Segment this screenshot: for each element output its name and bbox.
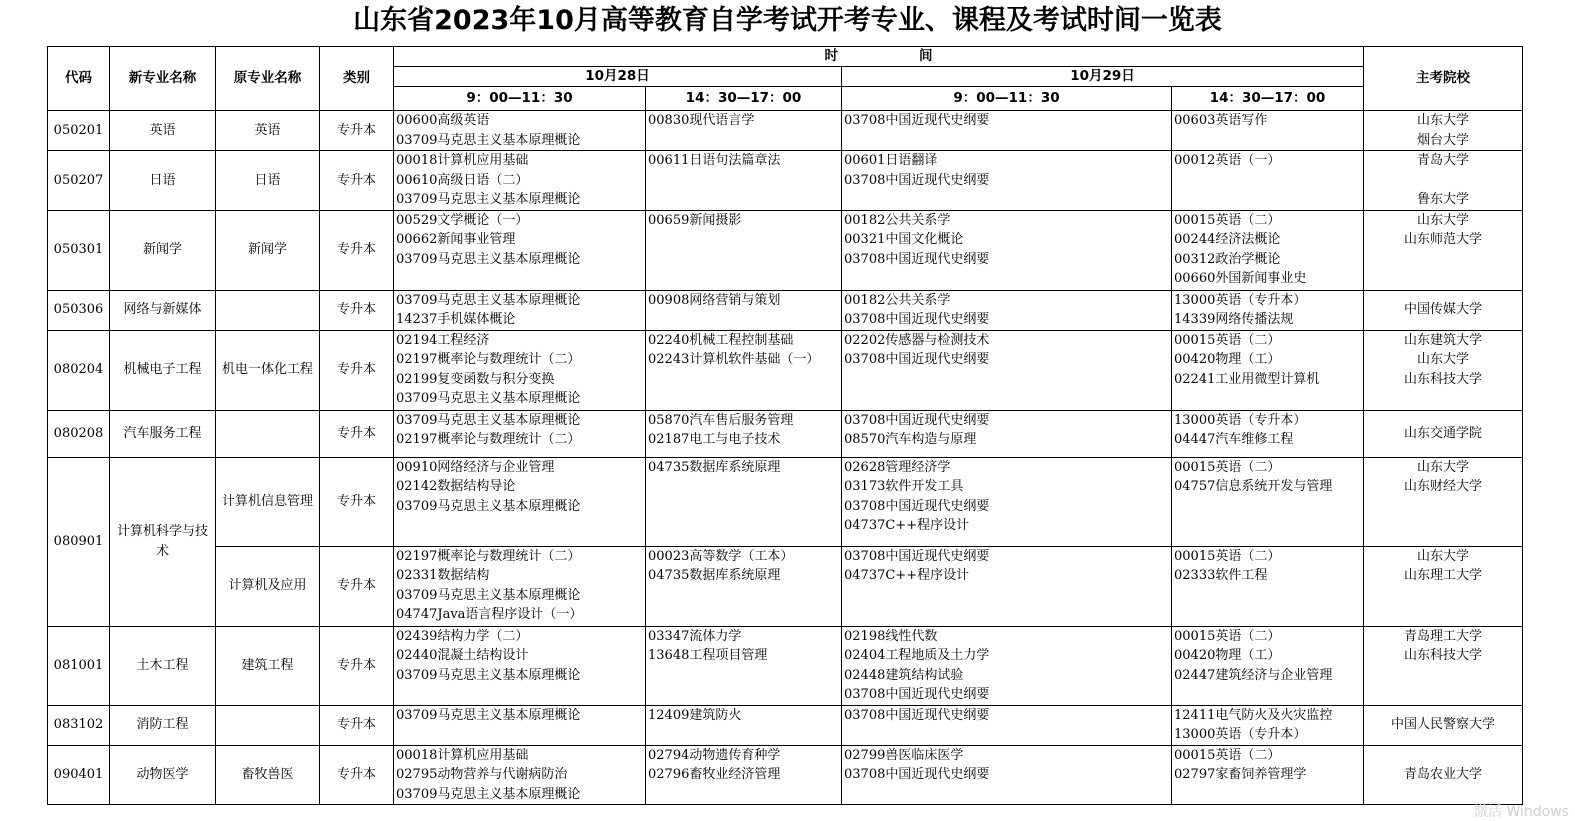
course-cell-d2am [842, 546, 1172, 626]
course-cell-d1am [394, 626, 646, 705]
course-item: 00600高级英语 [396, 113, 490, 128]
old-major-name: 日语 [216, 151, 320, 211]
course-item: 00023高等数学（工本） [648, 548, 794, 564]
category: 专升本 [320, 111, 394, 151]
course-item: 03708中国近现代史纲要 [844, 687, 990, 702]
header-day1: 10月28日 [394, 67, 842, 87]
course-item: 03708中国近现代史纲要 [844, 498, 990, 514]
course-item: 12411电气防火及火灾监控 [1174, 707, 1333, 723]
course-item: 00312政治学概论 [1174, 251, 1281, 267]
course-item: 02199复变函数与积分变换 [396, 371, 555, 387]
course-item: 02198线性代数 [844, 628, 938, 644]
major-code: 080204 [48, 330, 110, 410]
category: 专升本 [320, 330, 394, 410]
course-item: 04737C++程序设计 [844, 568, 970, 583]
course-item: 02142数据结构导论 [396, 479, 516, 494]
course-cell-d2am [842, 626, 1172, 705]
course-item: 03173软件开发工具 [844, 479, 964, 494]
table-row [48, 457, 1523, 546]
course-item: 00908网络营销与策划 [648, 292, 781, 308]
major-code: 081001 [48, 626, 110, 705]
course-item: 00610高级日语（二） [396, 172, 529, 188]
course-item: 03708中国近现代史纲要 [844, 352, 990, 367]
course-item: 00015英语（二） [1174, 747, 1281, 763]
new-major-name: 土木工程 [110, 626, 216, 705]
old-major-name: 机电一体化工程 [216, 330, 320, 410]
course-item: 04747Java语言程序设计（一） [396, 607, 583, 622]
course-cell-d1pm [646, 745, 842, 805]
course-item: 02794动物遗传育种学 [648, 747, 781, 763]
course-item: 14237手机媒体概论 [396, 312, 516, 327]
course-item: 00603英语写作 [1174, 113, 1268, 128]
course-cell-d1pm [646, 111, 842, 151]
table-row [48, 290, 1523, 330]
course-item: 03709马克思主义基本原理概论 [396, 132, 581, 148]
host-school: 青岛理工大学 [1403, 628, 1482, 644]
course-cell-d1pm [646, 705, 842, 745]
category: 专升本 [320, 290, 394, 330]
course-cell-d1pm [646, 546, 842, 626]
course-item: 03709马克思主义基本原理概论 [396, 251, 581, 267]
course-item: 13000英语（专升本） [1174, 292, 1307, 308]
course-cell-d2pm [1172, 626, 1364, 705]
header-day1-am: 9：00—11：30 [394, 87, 646, 111]
course-item: 00662新闻事业管理 [396, 232, 516, 247]
course-item: 00910网络经济与企业管理 [396, 459, 555, 475]
course-item: 02197概率论与数理统计（二） [396, 352, 581, 367]
host-school-cell [1364, 151, 1523, 211]
course-cell-d1pm [646, 151, 842, 211]
course-item: 04737C++程序设计 [844, 518, 970, 533]
course-cell-d2am [842, 705, 1172, 745]
course-item: 03709马克思主义基本原理概论 [396, 707, 581, 723]
course-item: 03709马克思主义基本原理概论 [396, 192, 581, 207]
host-school [1366, 171, 1520, 191]
new-major-name: 动物医学 [110, 745, 216, 805]
course-item: 00244经济法概论 [1174, 232, 1281, 247]
host-school: 青岛农业大学 [1403, 767, 1482, 782]
host-school-cell [1364, 290, 1523, 330]
course-item: 02197概率论与数理统计（二） [396, 548, 581, 564]
header-day2-pm: 14：30—17：00 [1172, 87, 1364, 111]
course-item: 12409建筑防火 [648, 707, 742, 723]
course-item: 03709马克思主义基本原理概论 [396, 412, 581, 428]
course-item: 00015英语（二） [1174, 628, 1281, 644]
course-item: 03708中国近现代史纲要 [844, 172, 990, 188]
course-item: 00182公共关系学 [844, 292, 951, 308]
category: 专升本 [320, 410, 394, 457]
course-cell-d1am [394, 546, 646, 626]
course-item: 08570汽车构造与原理 [844, 432, 977, 447]
category: 专升本 [320, 457, 394, 546]
course-cell-d2pm [1172, 330, 1364, 410]
course-item: 00015英语（二） [1174, 332, 1281, 348]
course-item: 02333软件工程 [1174, 568, 1268, 583]
course-item: 02241工业用微型计算机 [1174, 371, 1320, 387]
host-school: 山东财经大学 [1403, 479, 1482, 494]
course-item: 00830现代语言学 [648, 113, 755, 128]
category: 专升本 [320, 626, 394, 705]
course-cell-d2am [842, 111, 1172, 151]
table-row [48, 330, 1523, 410]
table-row [48, 745, 1523, 805]
host-school: 山东大学 [1416, 212, 1469, 228]
course-item: 03709马克思主义基本原理概论 [396, 667, 581, 683]
course-cell-d1am [394, 457, 646, 546]
host-school: 山东大学 [1416, 548, 1469, 564]
course-item: 02404工程地质及土力学 [844, 648, 990, 663]
host-school-cell [1364, 546, 1523, 626]
category: 专升本 [320, 151, 394, 211]
course-cell-d1pm [646, 210, 842, 290]
course-item: 04735数据库系统原理 [648, 459, 781, 475]
major-code: 090401 [48, 745, 110, 805]
new-major-name: 网络与新媒体 [110, 290, 216, 330]
course-cell-d2pm [1172, 151, 1364, 211]
course-cell-d2am [842, 457, 1172, 546]
host-school-cell [1364, 111, 1523, 151]
course-cell-d2pm [1172, 745, 1364, 805]
table-row [48, 151, 1523, 211]
course-item: 03708中国近现代史纲要 [844, 548, 990, 564]
course-item: 00182公共关系学 [844, 212, 951, 228]
header-day2-am: 9：00—11：30 [842, 87, 1172, 111]
course-item: 02197概率论与数理统计（二） [396, 432, 581, 447]
table-row [48, 210, 1523, 290]
course-item: 03708中国近现代史纲要 [844, 412, 990, 428]
new-major-name: 日语 [110, 151, 216, 211]
course-item: 02799兽医临床医学 [844, 747, 964, 763]
course-item: 03708中国近现代史纲要 [844, 767, 990, 782]
host-school: 中国传媒大学 [1403, 302, 1482, 318]
course-cell-d2am [842, 210, 1172, 290]
header-old-major: 原专业名称 [216, 47, 320, 111]
table-row [48, 111, 1523, 151]
host-school-cell [1364, 705, 1523, 745]
host-school-cell [1364, 330, 1523, 410]
course-item: 03709马克思主义基本原理概论 [396, 786, 581, 802]
course-item: 03708中国近现代史纲要 [844, 113, 990, 128]
course-item: 02439结构力学（二） [396, 628, 529, 644]
new-major-name: 英语 [110, 111, 216, 151]
header-new-major: 新专业名称 [110, 47, 216, 111]
activation-watermark: 激活 Windows [1474, 804, 1569, 820]
host-school: 中国人民警察大学 [1390, 717, 1495, 733]
course-cell-d2am [842, 410, 1172, 457]
host-school: 烟台大学 [1416, 132, 1469, 148]
course-item: 00660外国新闻事业史 [1174, 271, 1307, 286]
table-row [48, 410, 1523, 457]
table-row [48, 546, 1523, 626]
course-cell-d2am [842, 330, 1172, 410]
course-item: 05870汽车售后服务管理 [648, 412, 794, 428]
course-item: 00015英语（二） [1174, 459, 1281, 475]
course-cell-d1am [394, 705, 646, 745]
table-row [48, 626, 1523, 705]
course-cell-d2pm [1172, 705, 1364, 745]
host-school: 山东科技大学 [1403, 648, 1482, 663]
host-school: 山东大学 [1416, 459, 1469, 475]
course-item: 00611日语句法篇章法 [648, 153, 781, 168]
new-major-name: 汽车服务工程 [110, 410, 216, 457]
course-item: 02331数据结构 [396, 568, 490, 583]
new-major-name: 机械电子工程 [110, 330, 216, 410]
new-major-name: 计算机科学与技术 [110, 457, 216, 626]
course-item: 02187电工与电子技术 [648, 432, 781, 447]
host-school: 山东交通学院 [1403, 425, 1482, 441]
course-item: 13000英语（专升本） [1174, 727, 1307, 742]
old-major-name: 新闻学 [216, 210, 320, 290]
major-code: 050306 [48, 290, 110, 330]
course-item: 00012英语（一） [1174, 153, 1281, 168]
course-cell-d2pm [1172, 410, 1364, 457]
host-school-cell [1364, 210, 1523, 290]
old-major-name: 计算机信息管理 [216, 457, 320, 546]
header-day2: 10月29日 [842, 67, 1364, 87]
category: 专升本 [320, 705, 394, 745]
course-item: 02243计算机软件基础（一） [648, 352, 820, 367]
course-item: 02240机械工程控制基础 [648, 332, 794, 348]
major-code: 080901 [48, 457, 110, 626]
course-item: 00420物理（工） [1174, 648, 1281, 663]
course-item: 00015英语（二） [1174, 212, 1281, 228]
category: 专升本 [320, 546, 394, 626]
course-cell-d1pm [646, 626, 842, 705]
course-item: 02202传感器与检测技术 [844, 332, 990, 348]
course-item: 14339网络传播法规 [1174, 312, 1294, 327]
course-cell-d1am [394, 151, 646, 211]
course-item: 04735数据库系统原理 [648, 568, 781, 583]
new-major-name: 新闻学 [110, 210, 216, 290]
course-item: 03347流体力学 [648, 628, 742, 644]
header-code: 代码 [48, 47, 110, 111]
course-cell-d1pm [646, 330, 842, 410]
course-cell-d2pm [1172, 210, 1364, 290]
course-item: 02447建筑经济与企业管理 [1174, 667, 1333, 683]
major-code: 083102 [48, 705, 110, 745]
old-major-name: 计算机及应用 [216, 546, 320, 626]
category: 专升本 [320, 210, 394, 290]
host-school: 山东师范大学 [1403, 232, 1482, 247]
course-item: 03709马克思主义基本原理概论 [396, 391, 581, 406]
course-item: 00420物理（工） [1174, 352, 1281, 367]
course-cell-d1pm [646, 457, 842, 546]
old-major-name [216, 290, 320, 330]
host-school: 山东大学 [1416, 352, 1469, 367]
old-major-name: 建筑工程 [216, 626, 320, 705]
new-major-name: 消防工程 [110, 705, 216, 745]
course-item: 02448建筑结构试验 [844, 667, 964, 683]
course-item: 03708中国近现代史纲要 [844, 312, 990, 327]
old-major-name: 英语 [216, 111, 320, 151]
old-major-name: 畜牧兽医 [216, 745, 320, 805]
old-major-name [216, 705, 320, 745]
host-school-cell [1364, 626, 1523, 705]
course-item: 00015英语（二） [1174, 548, 1281, 564]
major-code: 050207 [48, 151, 110, 211]
course-cell-d2pm [1172, 457, 1364, 546]
course-item: 00018计算机应用基础 [396, 153, 529, 168]
major-code: 050201 [48, 111, 110, 151]
course-item: 02194工程经济 [396, 332, 490, 348]
course-cell-d1pm [646, 290, 842, 330]
host-school-cell [1364, 410, 1523, 457]
course-item: 03709马克思主义基本原理概论 [396, 587, 581, 603]
course-cell-d2am [842, 290, 1172, 330]
course-item: 02440混凝土结构设计 [396, 648, 529, 663]
course-item: 00321中国文化概论 [844, 232, 964, 247]
course-item: 00601日语翻译 [844, 153, 938, 168]
course-cell-d1am [394, 745, 646, 805]
host-school: 鲁东大学 [1416, 192, 1469, 207]
course-item: 02797家畜饲养管理学 [1174, 767, 1307, 782]
host-school-cell [1364, 457, 1523, 546]
course-item: 02796畜牧业经济管理 [648, 767, 781, 782]
course-item: 00659新闻摄影 [648, 212, 742, 228]
course-cell-d1am [394, 111, 646, 151]
course-item: 03708中国近现代史纲要 [844, 707, 990, 723]
course-cell-d2pm [1172, 546, 1364, 626]
course-cell-d2am [842, 745, 1172, 805]
course-cell-d1am [394, 410, 646, 457]
course-cell-d1am [394, 290, 646, 330]
host-school-cell [1364, 745, 1523, 805]
course-cell-d2am [842, 151, 1172, 211]
header-school: 主考院校 [1364, 47, 1523, 111]
course-item: 02795动物营养与代谢病防治 [396, 767, 568, 782]
major-code: 080208 [48, 410, 110, 457]
course-item: 13648工程项目管理 [648, 648, 768, 663]
course-cell-d1am [394, 210, 646, 290]
course-cell-d1pm [646, 410, 842, 457]
table-row [48, 705, 1523, 745]
course-item: 02628管理经济学 [844, 459, 951, 475]
course-item: 03709马克思主义基本原理概论 [396, 292, 581, 308]
exam-schedule-table [47, 46, 1523, 805]
host-school: 山东理工大学 [1403, 568, 1482, 583]
course-cell-d1am [394, 330, 646, 410]
course-item: 13000英语（专升本） [1174, 412, 1307, 428]
host-school: 山东科技大学 [1403, 371, 1482, 387]
host-school: 山东大学 [1416, 113, 1469, 128]
header-day1-pm: 14：30—17：00 [646, 87, 842, 111]
course-item: 04757信息系统开发与管理 [1174, 479, 1333, 494]
old-major-name [216, 410, 320, 457]
course-item: 03708中国近现代史纲要 [844, 251, 990, 267]
header-category: 类别 [320, 47, 394, 111]
page-title: 山东省2023年10月高等教育自学考试开考专业、课程及考试时间一览表 [353, 5, 1222, 36]
course-item: 03709马克思主义基本原理概论 [396, 498, 581, 514]
major-code: 050301 [48, 210, 110, 290]
course-item: 00529文学概论（一） [396, 212, 529, 228]
course-item: 04447汽车维修工程 [1174, 432, 1294, 447]
category: 专升本 [320, 745, 394, 805]
host-school: 青岛大学 [1416, 153, 1469, 168]
host-school: 山东建筑大学 [1403, 332, 1482, 348]
header-time: 时 间 [394, 47, 1364, 67]
course-cell-d2pm [1172, 290, 1364, 330]
course-item: 00018计算机应用基础 [396, 747, 529, 763]
course-cell-d2pm [1172, 111, 1364, 151]
